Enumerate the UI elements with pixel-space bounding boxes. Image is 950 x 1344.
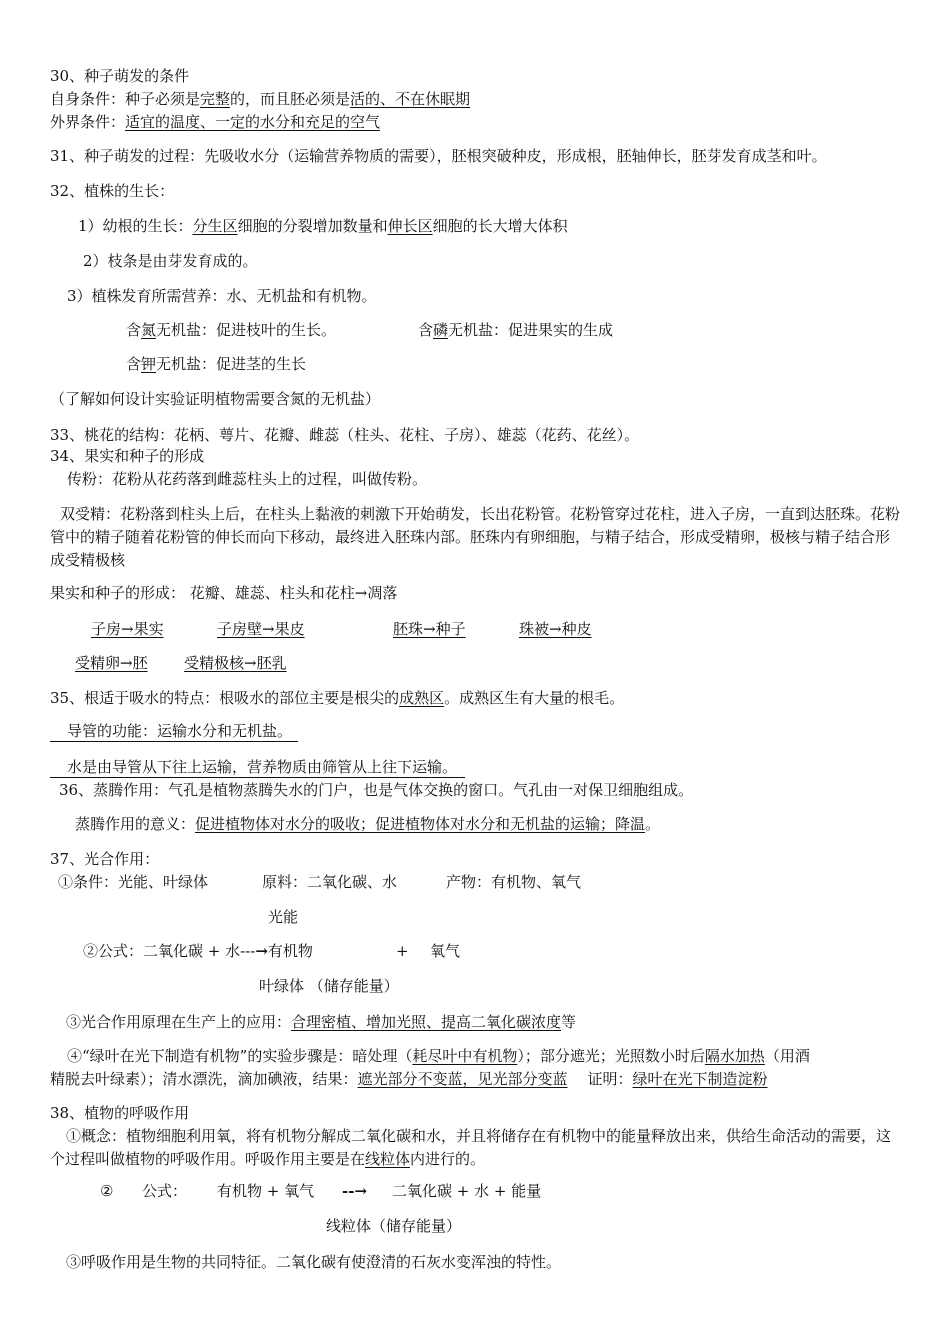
text: （用酒 xyxy=(764,1047,810,1065)
photosynthesis-products: 产物：有机物、氧气 xyxy=(446,873,582,891)
underlined-text: 分生区 xyxy=(192,217,238,235)
respiration-concept xyxy=(50,1125,900,1171)
underlined-text: 活的、不在休眠期 xyxy=(350,90,471,108)
section-32-note: （了解如何设计实验证明植物需要含氮的无机盐） xyxy=(50,390,381,408)
underlined-text: 成熟区 xyxy=(399,689,445,707)
formula-plus: + xyxy=(396,942,409,960)
text: 含 xyxy=(126,355,142,373)
pollination-text: 传粉：花粉从花药落到雌蕊柱头上的过程，叫做传粉。 xyxy=(67,470,428,488)
photosynthesis-application xyxy=(66,1012,576,1032)
section-38-title: 38、植物的呼吸作用 xyxy=(50,1104,190,1122)
text: 有机物 xyxy=(267,942,313,960)
mapping-integument-seedcoat: 珠被→种皮 xyxy=(519,620,592,638)
transport-direction: 水是由导管从下往上运输，营养物质由筛管从上往下运输。 xyxy=(50,757,465,778)
text: 内进行的。 xyxy=(410,1150,486,1168)
experiment-steps-line-2 xyxy=(50,1069,768,1089)
underlined-text: 绿叶在光下制造淀粉 xyxy=(632,1070,768,1088)
text: 无机盐：促进枝叶的生长。 xyxy=(156,321,337,339)
text: 等 xyxy=(561,1013,577,1031)
respiration-formula-number: ② xyxy=(100,1182,114,1200)
phosphorus-line xyxy=(418,320,613,340)
underlined-text: 伸长区 xyxy=(387,217,433,235)
text: 无机盐：促进茎的生长 xyxy=(156,355,307,373)
mapping-zygote-embryo: 受精卵→胚 xyxy=(75,654,148,672)
double-fertilization-text: 双受精：花粉落到柱头上后，在柱头上黏液的刺激下开始萌发，长出花粉管。花粉管穿过花柱，进入子房，一直到达胚珠。花粉管中的精子随着花粉管的伸长而向下移动，最终进入胚珠内部。胚珠内有卵细胞，与精子结合，形成受精卵，极核与精子结合形成受精极核 xyxy=(50,505,901,569)
section-32-item-2: 2）枝条是由芽发育成的。 xyxy=(83,252,258,270)
underlined-text: 氮 xyxy=(141,321,157,339)
section-34-title: 34、果实和种子的形成 xyxy=(50,447,205,465)
section-32-item-3: 3）植株发育所需营养：水、无机盐和有机物。 xyxy=(67,287,377,305)
transpiration-significance xyxy=(75,814,660,834)
text: 无机盐：促进果实的生成 xyxy=(448,321,614,339)
text: 含 xyxy=(418,321,434,339)
underlined-text: 钾 xyxy=(141,355,157,373)
potassium-line xyxy=(126,354,306,374)
respiration-mitochondria: 线粒体（储存能量） xyxy=(326,1217,462,1235)
section-31: 31、种子萌发的过程：先吸收水分（运输营养物质的需要），胚根突破种皮，形成根，胚轴伸长，胚芽发育成茎和叶。 xyxy=(50,147,827,165)
text: ③光合作用原理在生产上的应用： xyxy=(66,1013,292,1031)
experiment-steps-line-1 xyxy=(67,1046,810,1066)
underlined-text: 磷 xyxy=(433,321,449,339)
fruit-formation-text: 果实和种子的形成： 花瓣、雄蕊、柱头和花柱→凋落 xyxy=(50,584,398,602)
mapping-ovary-wall-peel: 子房壁→果皮 xyxy=(217,620,305,638)
text: 的，而且胚必须是 xyxy=(230,90,351,108)
section-37-title: 37、光合作用： xyxy=(50,850,160,868)
formula-chloroplast: 叶绿体 （储存能量） xyxy=(259,977,399,995)
photosynthesis-raw-materials: 原料：二氧化碳、水 xyxy=(262,873,398,891)
underlined-text: 合理密植、增加光照、提高二氧化碳浓度 xyxy=(291,1013,562,1031)
text: 外界条件： xyxy=(50,113,126,131)
text: 。成熟区生有大量的根毛。 xyxy=(444,689,625,707)
text: ②公式：二氧化碳 + 水--- xyxy=(83,942,256,960)
photosynthesis-formula xyxy=(83,941,313,961)
respiration-products: 二氧化碳 + 水 + 能量 xyxy=(392,1182,542,1200)
section-36: 36、蒸腾作用：气孔是植物蒸腾失水的门户，也是气体交换的窗口。气孔由一对保卫细胞组成。 xyxy=(59,781,694,799)
mapping-ovule-seed: 胚珠→种子 xyxy=(393,620,466,638)
text: 含 xyxy=(126,321,142,339)
respiration-reactants: 有机物 + 氧气 xyxy=(217,1182,315,1200)
mapping-ovary-fruit: 子房→果实 xyxy=(91,620,164,638)
mapping-polar-endosperm: 受精极核→胚乳 xyxy=(184,654,287,672)
respiration-formula-label: 公式： xyxy=(142,1182,188,1200)
text: ）；部分遮光；光照数小时后 xyxy=(517,1047,705,1065)
text: ①概念：植物细胞利用氧，将有机物分解成二氧化碳和水，并且将储存在有机物中的能量释放出来，供给生命活动的需要，这个过程叫做植物的呼吸作用。呼吸作用主要是在 xyxy=(50,1127,892,1168)
section-33: 33、桃花的结构：花柄、萼片、花瓣、雌蕊（柱头、花柱、子房）、雄蕊（花药、花丝）。 xyxy=(50,426,640,444)
underlined-text: 促进植物体对水分的吸收；促进植物体对水分和无机盐的运输；降温 xyxy=(195,815,646,833)
text: 蒸腾作用的意义： xyxy=(75,815,196,833)
section-32-title: 32、植株的生长： xyxy=(50,182,175,200)
nitrogen-line xyxy=(126,320,336,340)
arrow-right-icon: → xyxy=(255,942,268,960)
photosynthesis-conditions: ①条件：光能、叶绿体 xyxy=(58,873,209,891)
text: 细胞的长大增大体积 xyxy=(432,217,568,235)
section-30-external-conditions xyxy=(50,112,380,132)
arrow-right-icon: --→ xyxy=(342,1182,368,1200)
section-30-self-conditions xyxy=(50,89,470,109)
text: ④“绿叶在光下制造有机物”的实验步骤是：暗处理（ xyxy=(67,1047,413,1065)
formula-oxygen: 氧气 xyxy=(430,942,461,960)
section-32-item-1 xyxy=(78,216,568,236)
underlined-text: 完整 xyxy=(200,90,231,108)
text: 细胞的分裂增加数量和 xyxy=(237,217,388,235)
vessel-function: 导管的功能：运输水分和无机盐。 xyxy=(50,721,298,742)
text: 1）幼根的生长： xyxy=(78,217,193,235)
underlined-text: 耗尽叶中有机物 xyxy=(412,1047,518,1065)
text: 精脱去叶绿素）；清水漂洗，滴加碘液，结果： xyxy=(50,1070,358,1088)
underlined-text: 适宜的温度、一定的水分和充足的空气 xyxy=(125,113,381,131)
text: 。 xyxy=(645,815,661,833)
text: 证明： xyxy=(587,1070,633,1088)
formula-light-energy: 光能 xyxy=(268,908,299,926)
section-35 xyxy=(50,688,624,708)
underlined-text: 遮光部分不变蓝，见光部分变蓝 xyxy=(357,1070,568,1088)
text: 自身条件：种子必须是 xyxy=(50,90,201,108)
underlined-text: 线粒体 xyxy=(365,1150,411,1168)
respiration-common-feature: ③呼吸作用是生物的共同特征。二氧化碳有使澄清的石灰水变浑浊的特性。 xyxy=(66,1253,562,1271)
text: 35、根适于吸水的特点：根吸水的部位主要是根尖的 xyxy=(50,689,400,707)
underlined-text: 隔水加热 xyxy=(704,1047,765,1065)
section-30-title: 30、种子萌发的条件 xyxy=(50,67,190,85)
